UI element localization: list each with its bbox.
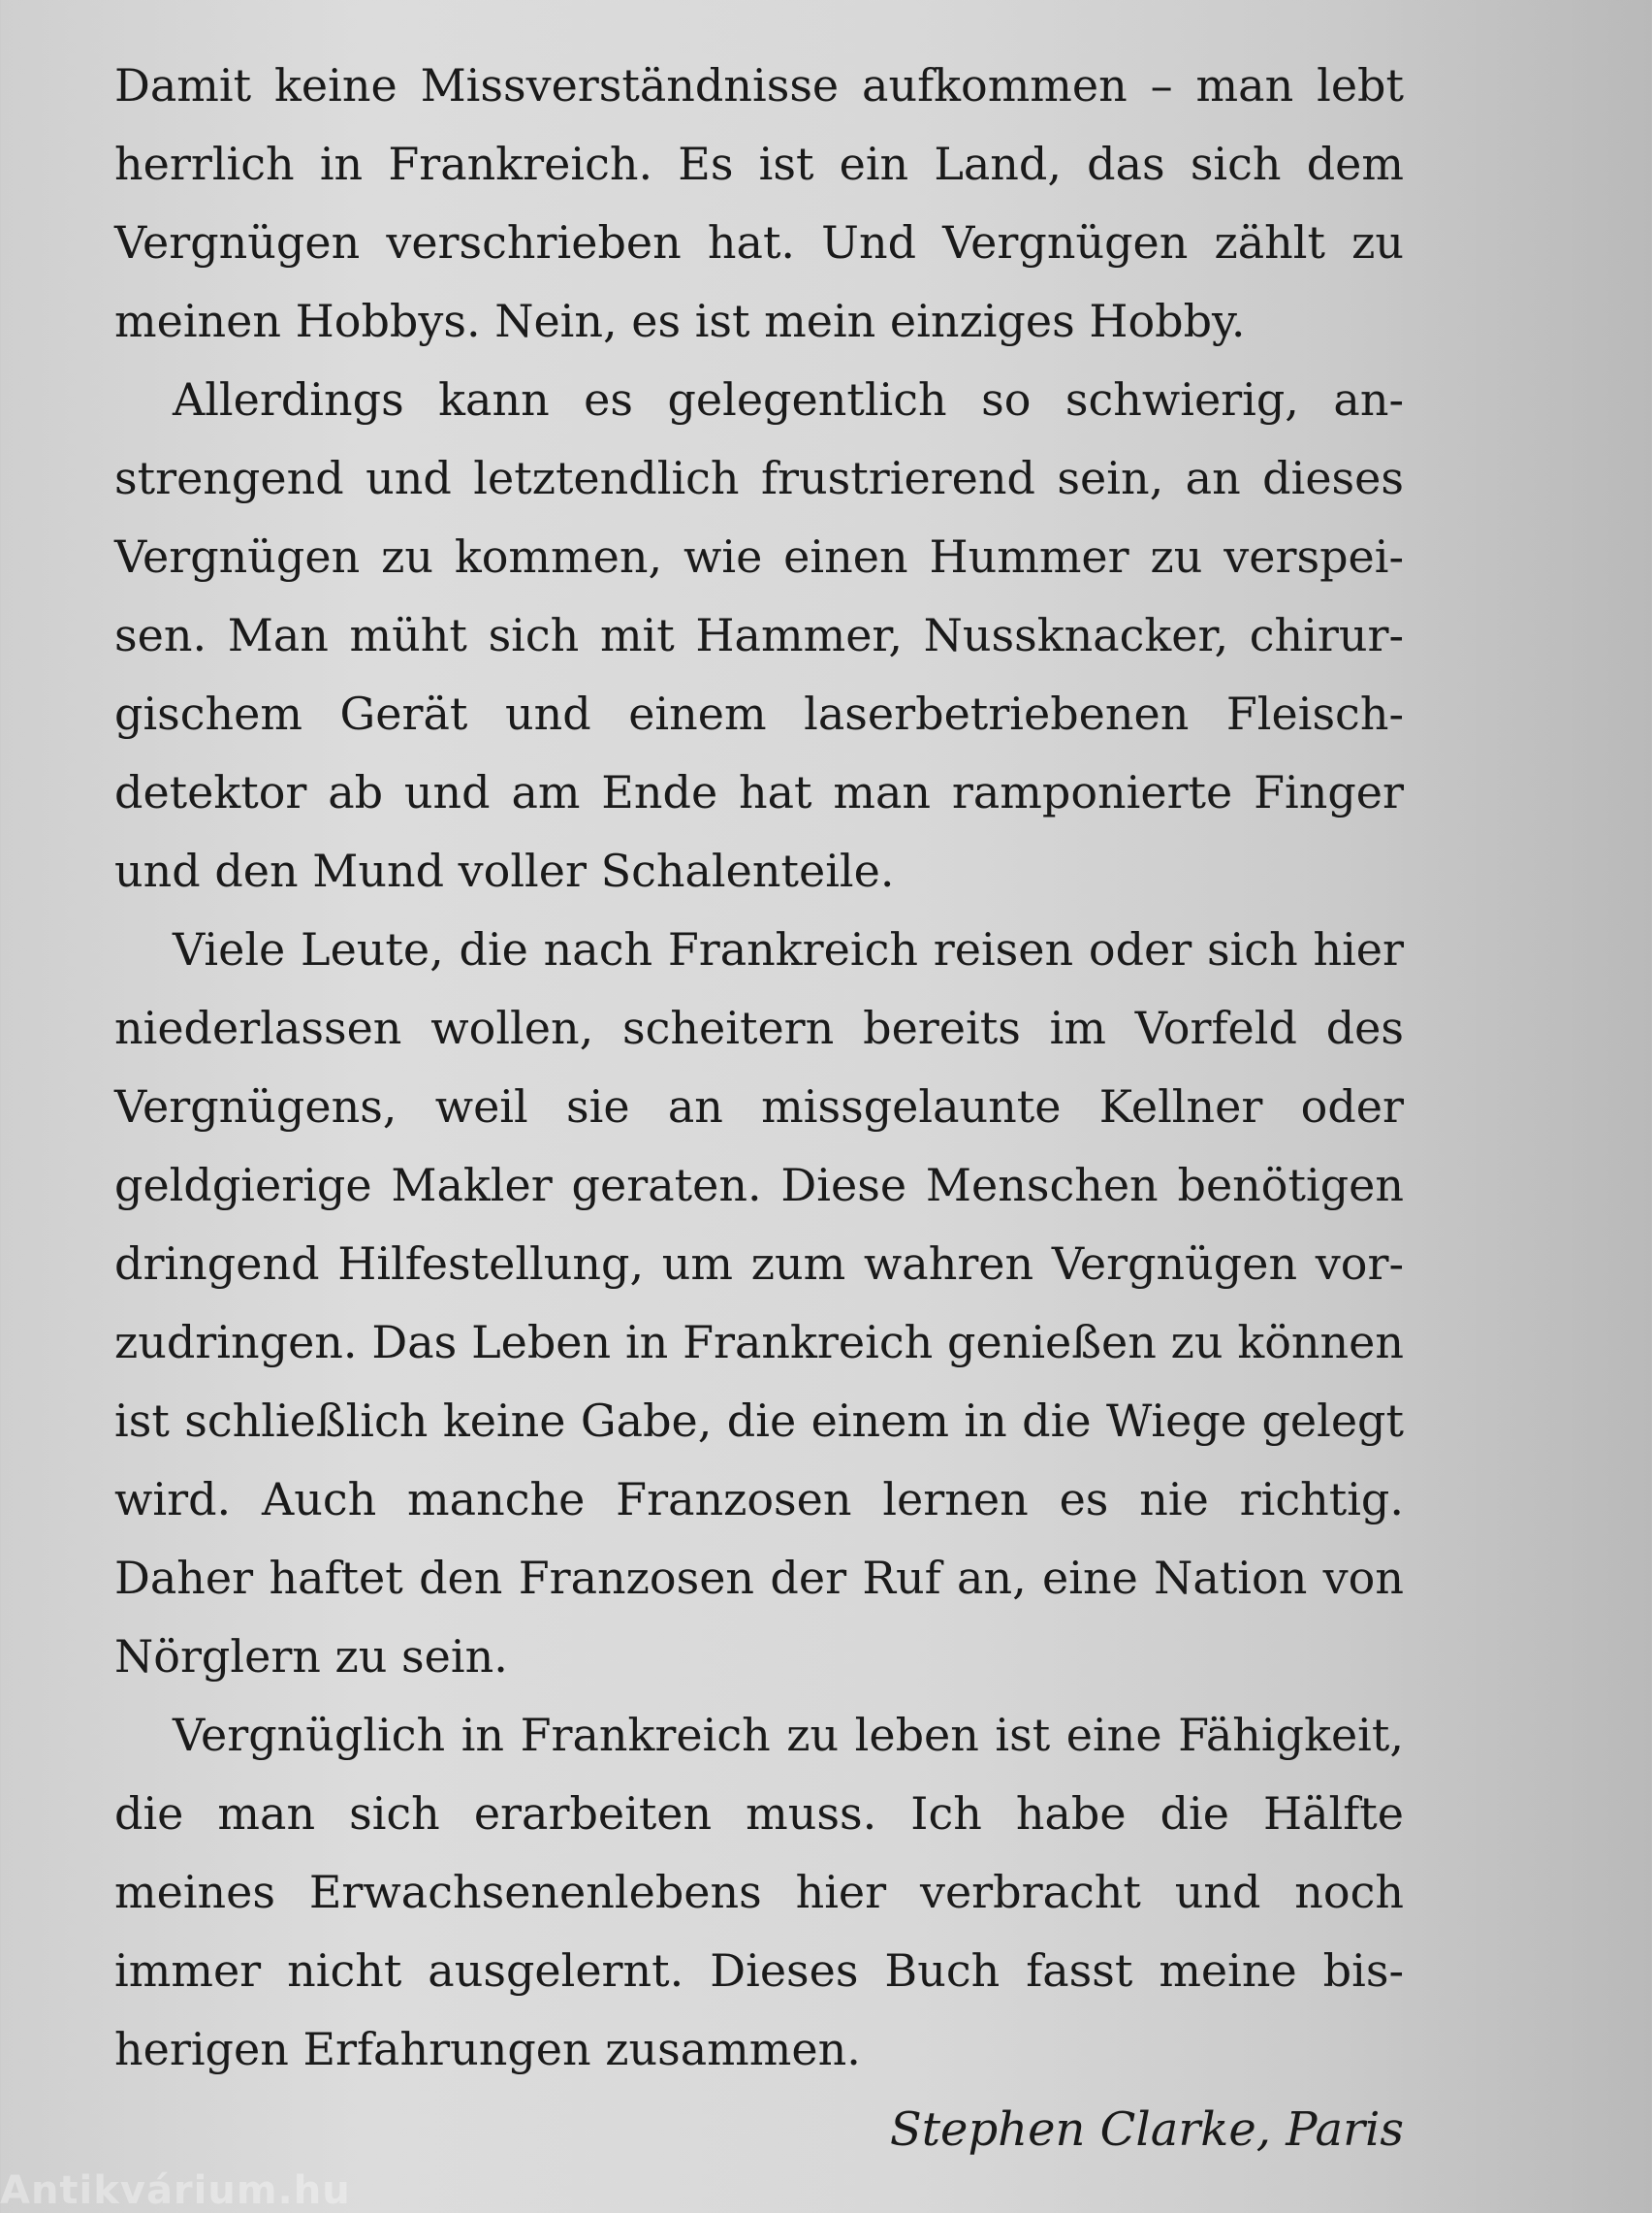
watermark: Antikvárium.hu (0, 2168, 351, 2213)
paragraph-1: Damit keine Missverständnisse aufkommen – man lebt herrlich in Frankreich. Es ist ein Land, das sich dem Vergnügen verschrieben hat. Und Vergnügen zählt zu meinen Hobbys. Nein, es ist mein einziges Hobby. (114, 59, 1404, 347)
paragraph-2: Allerdings kann es gelegentlich so schwierig, anstrengend und letztendlich frustrierend sein, an dieses Vergnügen zu kommen, wie einen Hummer zu verspeisen. Man müht sich mit Hammer, Nussknacker, chirurgischem Gerät und einem laserbetriebenen Fleischdetektor ab und am Ende hat man ramponierte Finger und den Mund voller Schalenteile. (114, 373, 1404, 897)
paragraph-4: Vergnüglich in Frankreich zu leben ist eine Fähigkeit, die man sich erarbeiten muss. Ich habe die Hälfte meines Erwachsenenlebens hier verbracht und noch immer nicht ausgelernt. Dieses Buch fasst meine bisherigen Erfahrungen zusammen. (114, 1709, 1404, 2075)
paragraph-3: Viele Leute, die nach Frankreich reisen oder sich hier niederlassen wollen, scheitern bereits im Vorfeld des Vergnügens, weil sie an missgelaunte Kellner oder geldgierige Makler geraten. Diese Menschen benötigen dringend Hilfestellung, um zum wahren Vergnügen vorzudringen. Das Leben in Frankreich genießen zu können ist schließlich keine Gabe, die einem in die Wiege gelegt wird. Auch manche Franzosen lernen es nie richtig. Daher haftet den Franzosen der Ruf an, eine Nation von Nörglern zu sein. (114, 923, 1404, 1683)
book-page (114, 47, 1404, 2170)
author-signature: Stephen Clarke, Paris (889, 2102, 1404, 2157)
